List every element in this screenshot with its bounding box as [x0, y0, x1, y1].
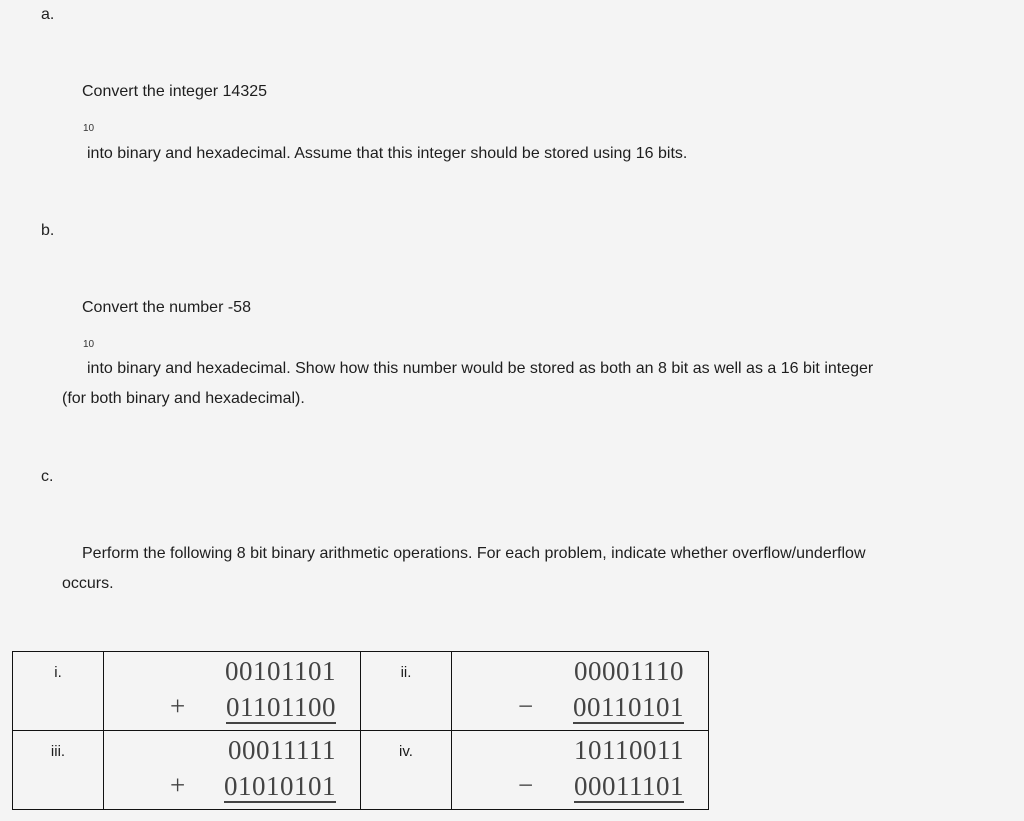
section-a-subscript: 10	[83, 123, 95, 134]
problem-label-iv: iv.	[361, 731, 452, 810]
section-a-line-1: Convert the integer 14325	[82, 83, 268, 100]
operator-plus: +	[170, 691, 186, 721]
operand-2: 00011101	[574, 771, 684, 801]
section-b-line-1: Convert the number -58	[82, 299, 251, 316]
operand-2: 00110101	[573, 692, 684, 722]
operand-1: 00101101	[225, 656, 336, 686]
operator-minus: −	[518, 770, 534, 800]
operand-1: 00001110	[574, 656, 684, 686]
section-c-marker: c.	[41, 468, 54, 485]
section-b-line-3: (for both binary and hexadecimal).	[62, 390, 305, 407]
section-b-line-2: into binary and hexadecimal. Show how this number would be stored as both an 8 bit as well as a 16 bit integer	[87, 360, 874, 377]
section-b-marker: b.	[41, 222, 55, 239]
table-row	[13, 731, 709, 810]
section-a-line-2: into binary and hexadecimal. Assume that this integer should be stored using 16 bits.	[87, 145, 688, 162]
problem-label-iii: iii.	[13, 731, 104, 810]
problem-label-ii: ii.	[361, 652, 452, 731]
operand-2: 01101100	[226, 692, 336, 722]
operand-1: 00011111	[228, 735, 336, 765]
problem-calc-ii	[452, 652, 709, 731]
operator-minus: −	[518, 691, 534, 721]
section-a-marker: a.	[41, 6, 55, 23]
operator-plus: +	[170, 770, 186, 800]
section-c-line-2: occurs.	[62, 575, 114, 592]
section-b-subscript: 10	[83, 339, 95, 350]
table-row	[13, 652, 709, 731]
section-c-line-1: Perform the following 8 bit binary arithmetic operations. For each problem, indicate whether overflow/underflow	[82, 545, 866, 562]
operand-1: 10110011	[574, 735, 684, 765]
problem-calc-iii	[104, 731, 361, 810]
operand-2: 01010101	[224, 771, 336, 801]
problem-calc-i	[104, 652, 361, 731]
binary-operations-table	[12, 651, 709, 810]
problem-label-i: i.	[13, 652, 104, 731]
problem-calc-iv	[452, 731, 709, 810]
